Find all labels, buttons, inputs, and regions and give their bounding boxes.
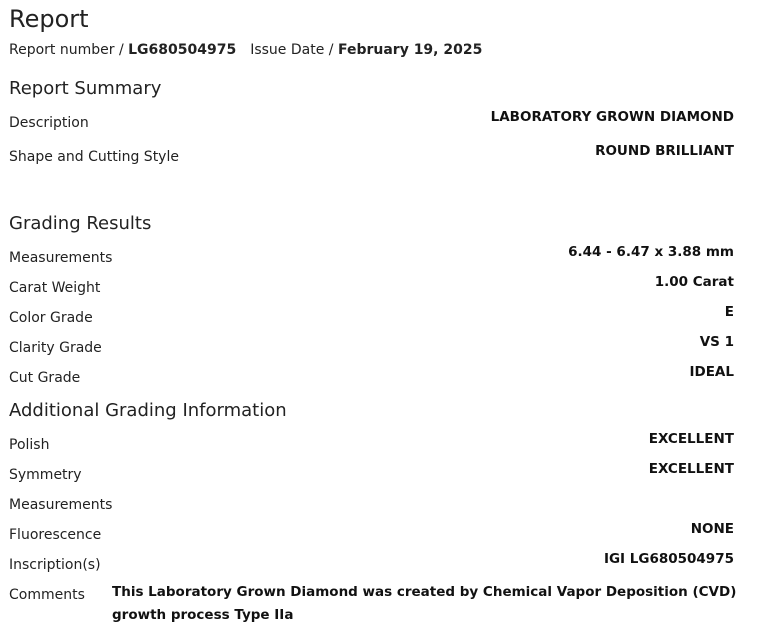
additional-row-fluorescence: [9, 521, 734, 549]
row-value: IGI LG680504975: [603, 551, 734, 567]
row-label: Comments: [9, 587, 85, 603]
row-value: LABORATORY GROWN DIAMOND: [490, 109, 734, 125]
comments-text: This Laboratory Grown Diamond was created by Chemical Vapor Deposition (CVD) growth process Type IIa: [112, 584, 737, 623]
row-label: Measurements: [9, 497, 113, 513]
row-value: E: [724, 304, 734, 320]
additional-row-polish: [9, 431, 734, 459]
row-value: ROUND BRILLIANT: [595, 143, 734, 159]
additional-row-measurements: [9, 497, 734, 519]
summary-row-shape: [9, 143, 734, 171]
report-meta: [9, 42, 482, 58]
section-heading-grading: Grading Results: [9, 213, 152, 234]
row-label: Carat Weight: [9, 280, 101, 296]
row-label: Inscription(s): [9, 557, 101, 573]
row-label: Clarity Grade: [9, 340, 102, 356]
grading-row-color: [9, 304, 734, 332]
additional-row-symmetry: [9, 461, 734, 489]
row-value: VS 1: [699, 334, 734, 350]
row-value: 1.00 Carat: [654, 274, 734, 290]
row-label: Symmetry: [9, 467, 82, 483]
row-label: Description: [9, 115, 89, 131]
additional-row-comments: [9, 584, 737, 633]
row-label: Color Grade: [9, 310, 93, 326]
summary-row-description: [9, 109, 734, 137]
issue-date: February 19, 2025: [337, 42, 483, 58]
row-value: IDEAL: [689, 364, 734, 380]
row-value: NONE: [690, 521, 734, 537]
section-heading-additional: Additional Grading Information: [9, 400, 287, 421]
grading-row-carat: [9, 274, 734, 302]
grading-row-clarity: [9, 334, 734, 362]
grading-row-measurements: [9, 244, 734, 272]
row-label: Shape and Cutting Style: [9, 149, 179, 165]
row-label: Cut Grade: [9, 370, 81, 386]
row-value: EXCELLENT: [648, 431, 734, 447]
section-heading-summary: Report Summary: [9, 78, 162, 99]
report-number: LG680504975: [128, 42, 237, 58]
row-label: Polish: [9, 437, 50, 453]
row-label: Measurements: [9, 250, 113, 266]
grading-row-cut: [9, 364, 734, 392]
row-value: 6.44 - 6.47 x 3.88 mm: [568, 244, 734, 260]
report-number-label: Report number /: [9, 42, 129, 58]
row-value: EXCELLENT: [648, 461, 734, 477]
additional-row-inscription: [9, 551, 734, 579]
page-title: Report: [9, 5, 89, 33]
row-label: Fluorescence: [9, 527, 102, 543]
issue-date-label: Issue Date /: [250, 42, 338, 58]
